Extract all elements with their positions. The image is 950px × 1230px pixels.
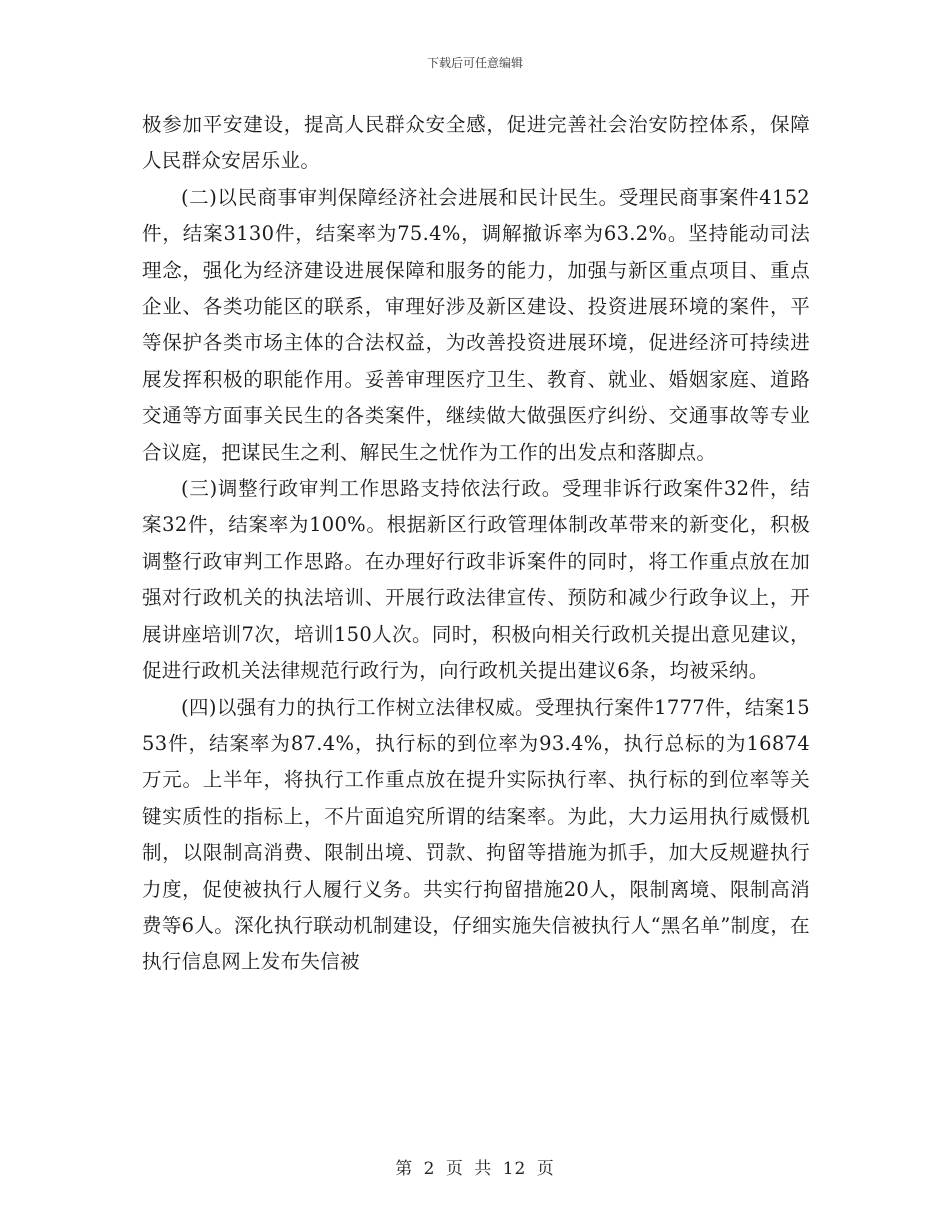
page-header-note: 下载后可任意编辑 [426, 56, 523, 70]
document-body [142, 107, 810, 981]
paragraph-4: (四)以强有力的执行工作树立法律权威。受理执行案件1777件，结案1553件，结案率为87.4%，执行标的到位率为93.4%，执行总标的为16874万元。上半年，将执行工作重点放在提升实际执行率、执行标的到位率等关键实质性的指标上，不片面追究所谓的结案率。为此，大力运用执行威慑机制，以限制高消费、限制出境、罚款、拘留等措施为抓手，加大反规避执行力度，促使被执行人履行义务。共实行拘留措施20人，限制离境、限制高消费等6人。深化执行联动机制建设，仔细实施失信被执行人“黑名单”制度，在执行信息网上发布失信被 [142, 695, 810, 974]
page-number-footer: 第 2 页 共 12 页 [395, 1159, 555, 1179]
paragraph-2: (二)以民商事审判保障经济社会进展和民计民生。受理民商事案件4152件，结案3130件，结案率为75.4%，调解撤诉率为63.2%。坚持能动司法理念，强化为经济建设进展保障和服务的能力，加强与新区重点项目、重点企业、各类功能区的联系，审理好涉及新区建设、投资进展环境的案件，平等保护各类市场主体的合法权益，为改善投资进展环境，促进经济可持续进展发挥积极的职能作用。妥善审理医疗卫生、教育、就业、婚姻家庭、道路交通等方面事关民生的各类案件，继续做大做强医疗纠纷、交通事故等专业合议庭，把谋民生之利、解民生之忧作为工作的出发点和落脚点。 [142, 185, 810, 464]
paragraph-3: (三)调整行政审判工作思路支持依法行政。受理非诉行政案件32件，结案32件，结案率为100%。根据新区行政管理体制改革带来的新变化，积极调整行政审判工作思路。在办理好行政非诉案件的同时，将工作重点放在加强对行政机关的执法培训、开展行政法律宣传、预防和减少行政争议上，开展讲座培训7次，培训150人次。同时，积极向相关行政机关提出意见建议，促进行政机关法律规范行政行为，向行政机关提出建议6条，均被采纳。 [142, 477, 810, 683]
paragraph-1: 极参加平安建设，提高人民群众安全感，促进完善社会治安防控体系，保障人民群众安居乐业。 [142, 113, 810, 173]
